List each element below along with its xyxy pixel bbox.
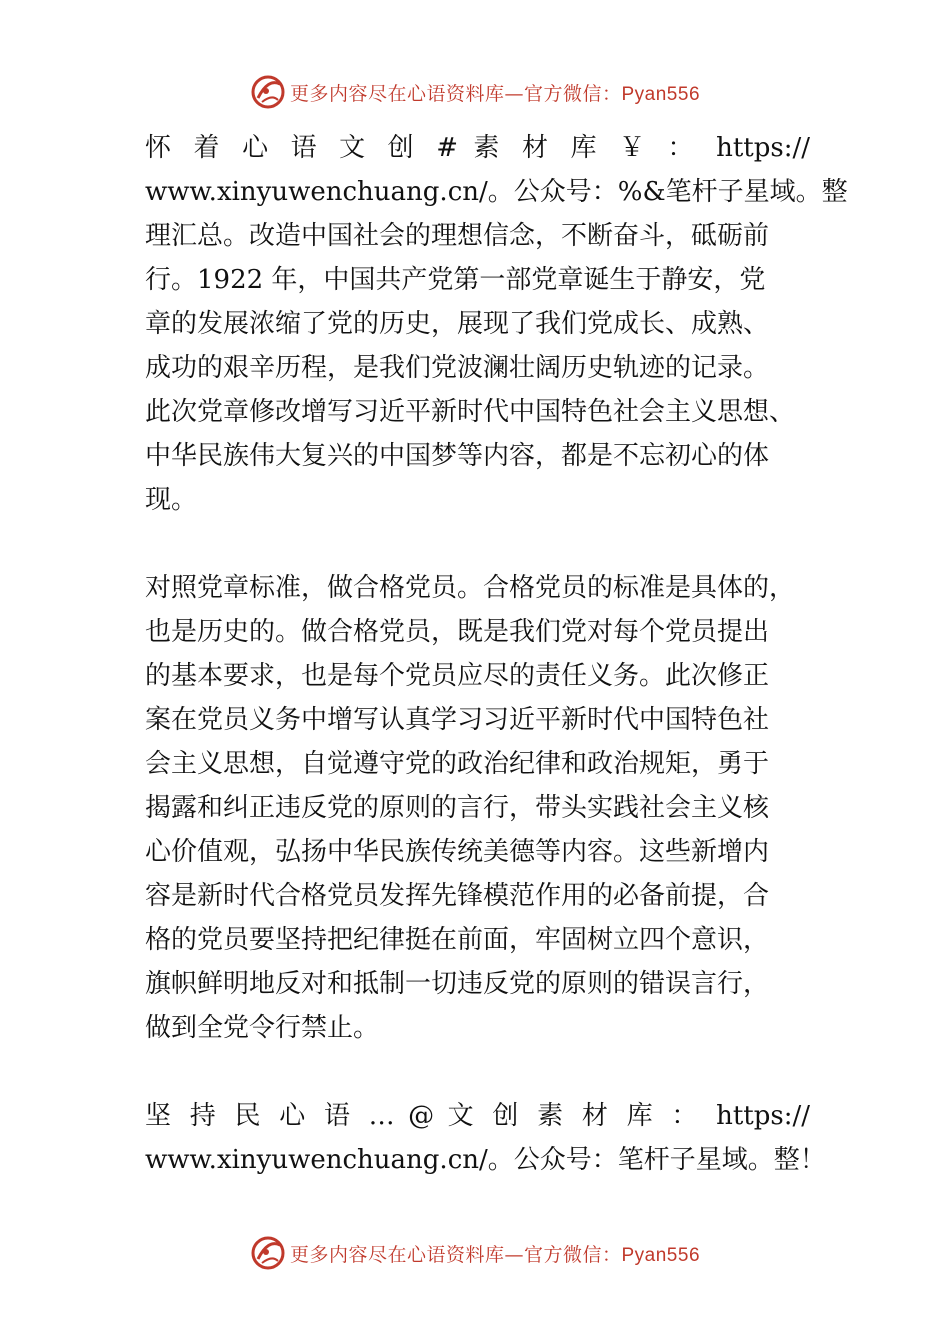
footer-banner-label: 更多内容尽在心语资料库—官方微信： — [289, 1243, 622, 1266]
text-line: 怀 着 心 语 文 创 # 素 材 库 ￥ ： https:// — [145, 133, 810, 163]
text-line: 中华民族伟大复兴的中国梦等内容，都是不忘初心的体 — [145, 441, 770, 471]
text-line: 旗帜鲜明地反对和抵制一切违反党的原则的错误言行， — [145, 969, 770, 999]
logo-icon — [250, 74, 286, 110]
text-line: 现。 — [145, 485, 198, 515]
text-line: 理汇总。改造中国社会的理想信念，不断奋斗，砥砺前 — [145, 221, 770, 251]
footer-banner — [0, 1233, 950, 1273]
paragraph-1 — [145, 126, 848, 522]
paragraph-spacer — [145, 1050, 810, 1094]
document-body — [145, 126, 848, 1182]
text-line: 此次党章修改增写习近平新时代中国特色社会主义思想、 — [145, 397, 796, 427]
text-line: 也是历史的。做合格党员，既是我们党对每个党员提出 — [145, 617, 770, 647]
paragraph-3 — [145, 1094, 826, 1182]
text-line: 揭露和纠正违反党的原则的言行，带头实践社会主义核 — [145, 793, 770, 823]
text-line: 章的发展浓缩了党的历史，展现了我们党成长、成熟、 — [145, 309, 770, 339]
text-line: 做到全党令行禁止。 — [145, 1013, 380, 1043]
footer-wechat-id: Pyan556 — [621, 1244, 701, 1266]
text-line: 会主义思想，自觉遵守党的政治纪律和政治规矩，勇于 — [145, 749, 770, 779]
text-line: www.xinyuwenchuang.cn/。公众号：%&笔杆子星域。整 — [145, 177, 848, 207]
header-banner — [0, 72, 950, 112]
text-line: 案在党员义务中增写认真学习习近平新时代中国特色社 — [145, 705, 770, 735]
header-banner-label: 更多内容尽在心语资料库—官方微信： — [289, 82, 622, 105]
text-line: www.xinyuwenchuang.cn/。公众号：笔杆子星域。整！ — [145, 1145, 826, 1175]
text-line: 坚 持 民 心 语 … @ 文 创 素 材 库 ： https:// — [145, 1101, 810, 1131]
footer-banner-text — [290, 1240, 700, 1267]
text-line: 格的党员要坚持把纪律挺在前面，牢固树立四个意识， — [145, 925, 770, 955]
header-wechat-id: Pyan556 — [621, 83, 701, 105]
text-line: 容是新时代合格党员发挥先锋模范作用的必备前提，合 — [145, 881, 770, 911]
text-line: 心价值观，弘扬中华民族传统美德等内容。这些新增内 — [145, 837, 770, 867]
logo-icon — [250, 1235, 286, 1271]
text-line: 对照党章标准，做合格党员。合格党员的标准是具体的， — [145, 573, 796, 603]
text-line: 的基本要求，也是每个党员应尽的责任义务。此次修正 — [145, 661, 770, 691]
text-line: 成功的艰辛历程，是我们党波澜壮阔历史轨迹的记录。 — [145, 353, 770, 383]
header-banner-text — [290, 79, 700, 106]
text-line: 行。1922 年，中国共产党第一部党章诞生于静安，党 — [145, 265, 766, 295]
paragraph-spacer — [145, 522, 810, 566]
paragraph-2 — [145, 566, 810, 1050]
